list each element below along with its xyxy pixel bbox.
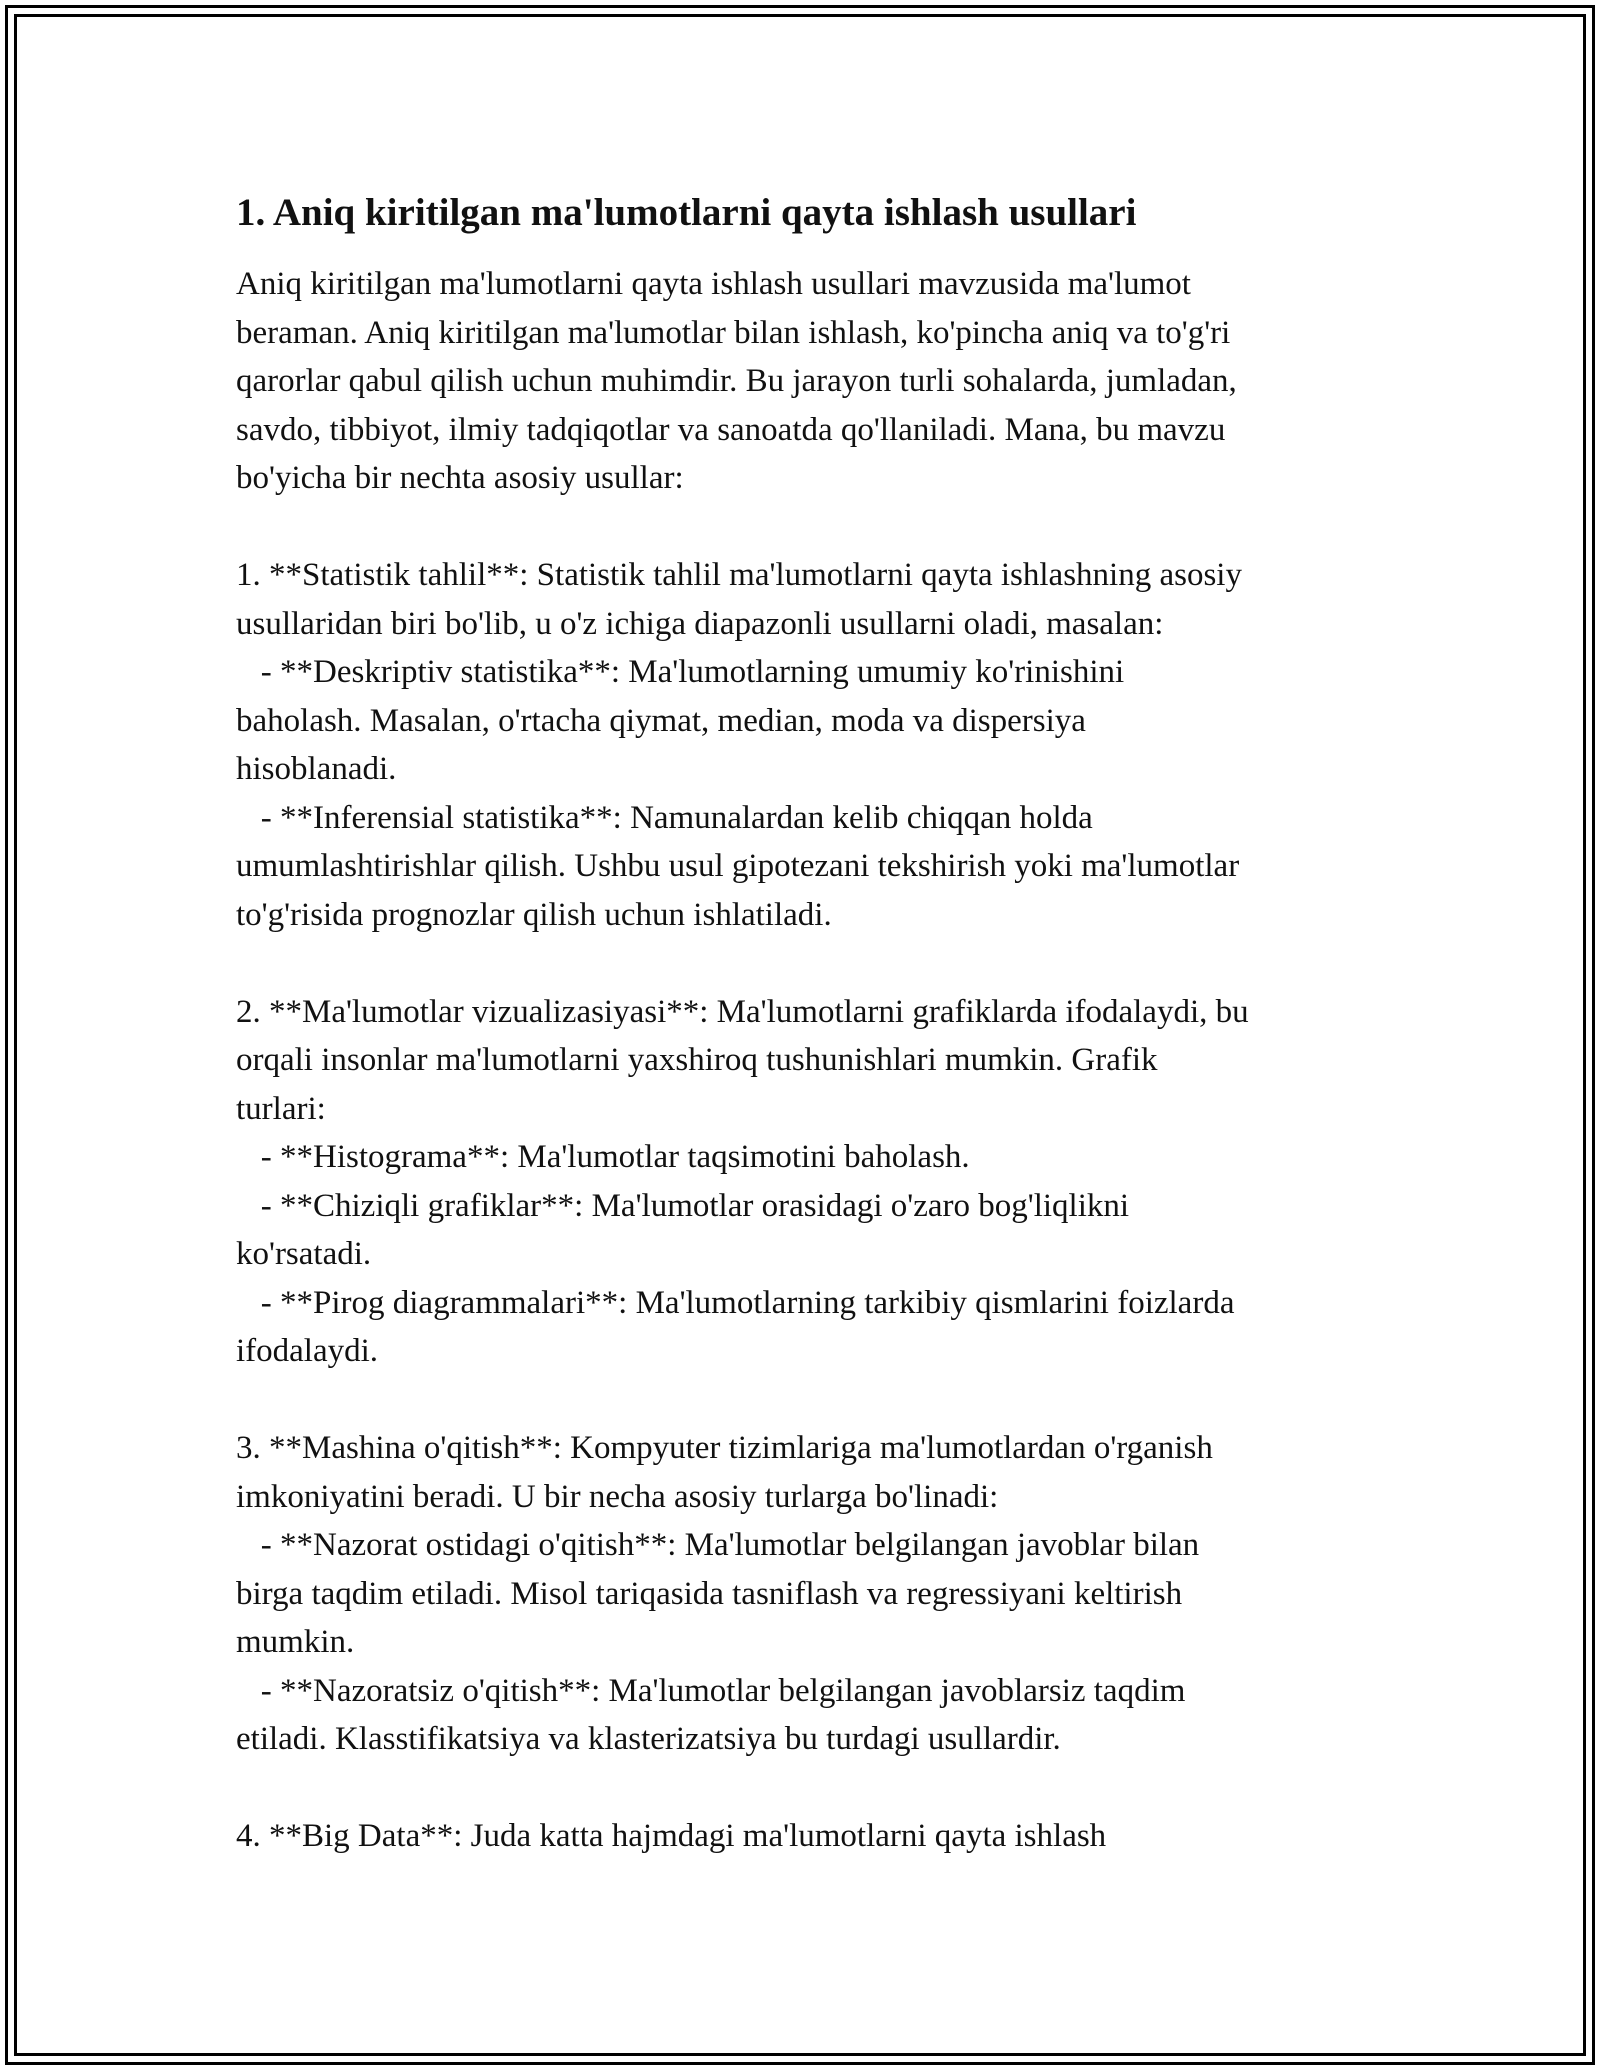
intro-paragraph: Aniq kiritilgan ma'lumotlarni qayta ishlash usullari mavzusida ma'lumot beraman. Aniq kiritilgan ma'lumotlar bilan ishlash, ko'pincha aniq va to'g'ri qarorlar qabul qilish uchun muhimdir. Bu jarayon turli sohalarda, jumladan, savdo, tibbiyot, ilmiy tadqiqotlar va sanoatda qo'llaniladi. Mana, bu mavzu bo'yicha bir nechta asosiy usullar: (236, 266, 1237, 496)
blank-line (236, 1376, 1376, 1425)
section-big-data: 4. **Big Data**: Juda katta hajmdagi ma'lumotlarni qayta ishlash (236, 1818, 1107, 1854)
section-vizualizasiya: 2. **Ma'lumotlar vizualizasiyasi**: Ma'lumotlarni grafiklarda ifodalaydi, bu orqali insonlar ma'lumotlarni yaxshiroq tushunishlari mumkin. Grafik turlari: - **Histograma**: Ma'lumotlar taqsimotini baholash. - **Chiziqli grafiklar**: Ma'lumotlar orasidagi o'zaro bog'liqlikni ko'rsatadi. - **Pirog diagrammalari**: Ma'lumotlarning tarkibiy qismlarini foizlarda ifodalaydi. (236, 993, 1249, 1369)
section-statistik-tahlil: 1. **Statistik tahlil**: Statistik tahlil ma'lumotlarni qayta ishlashning asosiy usullaridan biri bo'lib, u o'z ichiga diapazonli usullarni oladi, masalan: - **Deskriptiv statistika**: Ma'lumotlarning umumiy ko'rinishini baholash. Masalan, o'rtacha qiymat, median, moda va dispersiya hisoblanadi. - **Inferensial statistika**: Namunalardan kelib chiqqan holda umumlashtirishlar qilish. Ushbu usul gipotezani tekshirish yoki ma'lumotlar to'g'risida prognozlar qilish uchun ishlatiladi. (236, 557, 1242, 933)
section-mashina-oqitish: 3. **Mashina o'qitish**: Kompyuter tizimlariga ma'lumotlardan o'rganish imkoniyatini beradi. U bir necha asosiy turlarga bo'linadi: - **Nazorat ostidagi o'qitish**: Ma'lumotlar belgilangan javoblar bilan birga taqdim etiladi. Misol tariqasida tasniflash va regressiyani keltirish mumkin. - **Nazoratsiz o'qitish**: Ma'lumotlar belgilangan javoblarsiz taqdim etiladi. Klasstifikatsiya va klasterizatsiya bu turdagi usullardir. (236, 1430, 1213, 1757)
document-title: 1. Aniq kiritilgan ma'lumotlarni qayta ishlash usullari (236, 191, 1137, 234)
document-body (236, 188, 1376, 1861)
blank-line (236, 1764, 1376, 1813)
blank-line (236, 939, 1376, 988)
blank-line (236, 503, 1376, 552)
